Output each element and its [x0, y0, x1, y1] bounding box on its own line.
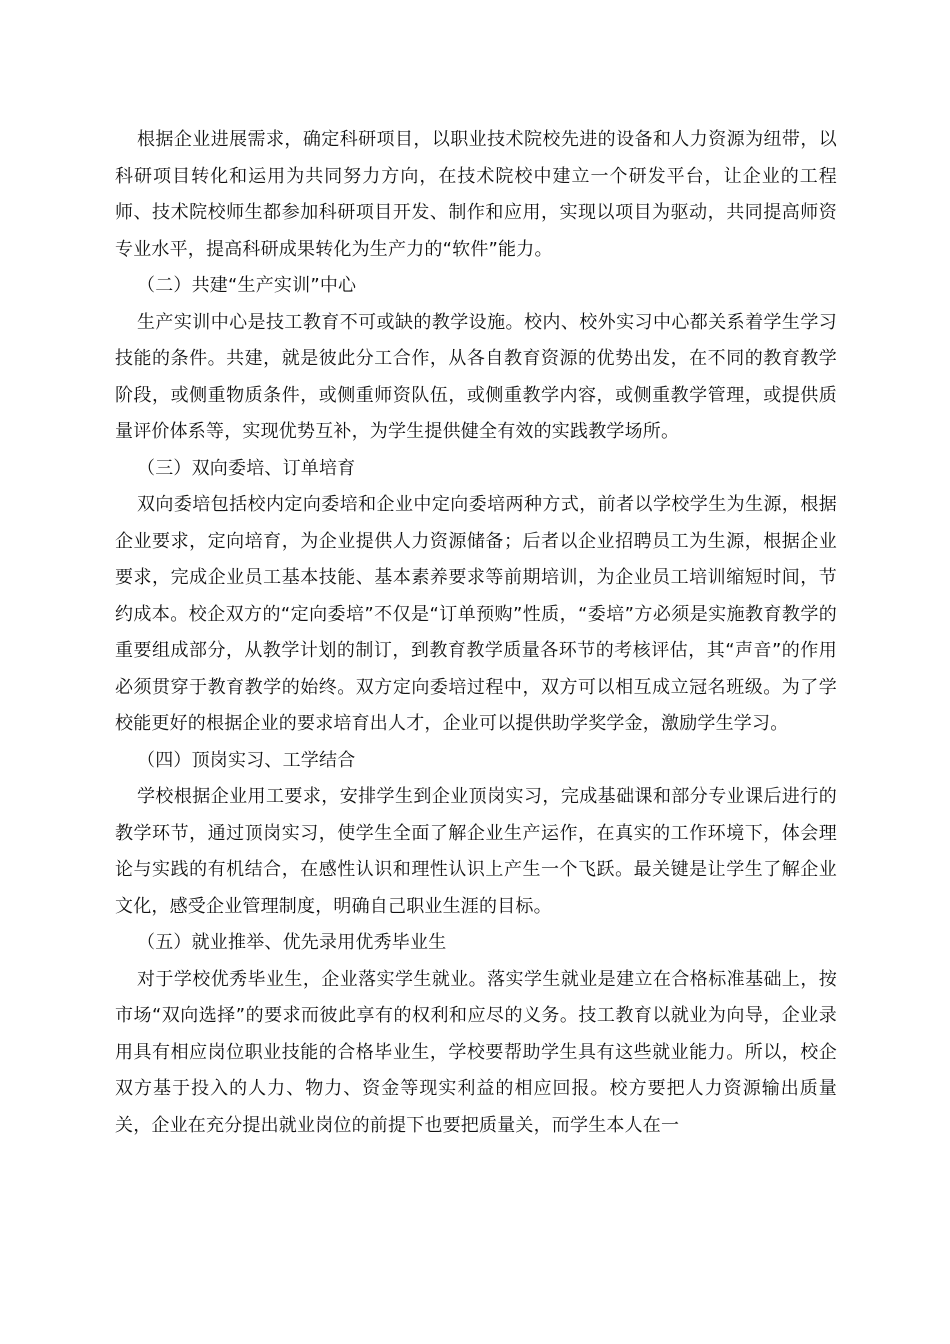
paragraph-internship: 学校根据企业用工要求，安排学生到企业顶岗实习，完成基础课和部分专业课后进行的教学环节，通过顶岗实习，使学生全面了解企业生产运作，在真实的工作环境下，体会理论与实践的有机结合，在感性认识和理性认识上产生一个飞跃。最关键是让学生了解企业文化，感受企业管理制度，明确自己职业生涯的目标。: [115, 786, 837, 917]
paragraph-training-center: 生产实训中心是技工教育不可或缺的教学设施。校内、校外实习中心都关系着学生学习技能的条件。共建，就是彼此分工合作，从各自教育资源的优势出发，在不同的教育教学阶段，或侧重物质条件，或侧重师资队伍，或侧重教学内容，或侧重教学管理，或提供质量评价体系等，实现优势互补，为学生提供健全有效的实践教学场所。: [115, 311, 837, 442]
document-body: [115, 122, 837, 1144]
section-heading-2: （二）共建“生产实训”中心: [137, 275, 357, 296]
section-heading-5: （五）就业推举、优先录用优秀毕业生: [137, 932, 447, 953]
paragraph-research-projects: 根据企业进展需求，确定科研项目，以职业技术院校先进的设备和人力资源为纽带，以科研项目转化和运用为共同努力方向，在技术院校中建立一个研发平台，让企业的工程师、技术院校师生都参加科研项目开发、制作和应用，实现以项目为驱动，共同提高师资专业水平，提高科研成果转化为生产力的“软件”能力。: [115, 129, 837, 260]
section-heading-4: （四）顶岗实习、工学结合: [137, 749, 356, 771]
paragraph-employment: 对于学校优秀毕业生，企业落实学生就业。落实学生就业是建立在合格标准基础上，按市场“双向选择”的要求而彼此享有的权利和应尽的义务。技工教育以就业为向导，企业录用具有相应岗位职业技能的合格毕业生，学校要帮助学生具有这些就业能力。所以，校企双方基于投入的人力、物力、资金等现实利益的相应回报。校方要把人力资源输出质量关，企业在充分提出就业岗位的前提下也要把质量关，而学生本人在一: [115, 968, 837, 1136]
paragraph-entrusted-training: 双向委培包括校内定向委培和企业中定向委培两种方式，前者以学校学生为生源，根据企业要求，定向培育，为企业提供人力资源储备；后者以企业招聘员工为生源，根据企业要求，完成企业员工基本技能、基本素养要求等前期培训，为企业员工培训缩短时间，节约成本。校企双方的“定向委培”不仅是“订单预购”性质，“委培”方必须是实施教育教学的重要组成部分，从教学计划的制订，到教育教学质量各环节的考核评估，其“声音”的作用必须贯穿于教育教学的始终。双方定向委培过程中，双方可以相互成立冠名班级。为了学校能更好的根据企业的要求培育出人才，企业可以提供助学奖学金，激励学生学习。: [115, 494, 837, 734]
section-heading-3: （三）双向委培、订单培育: [137, 457, 356, 479]
